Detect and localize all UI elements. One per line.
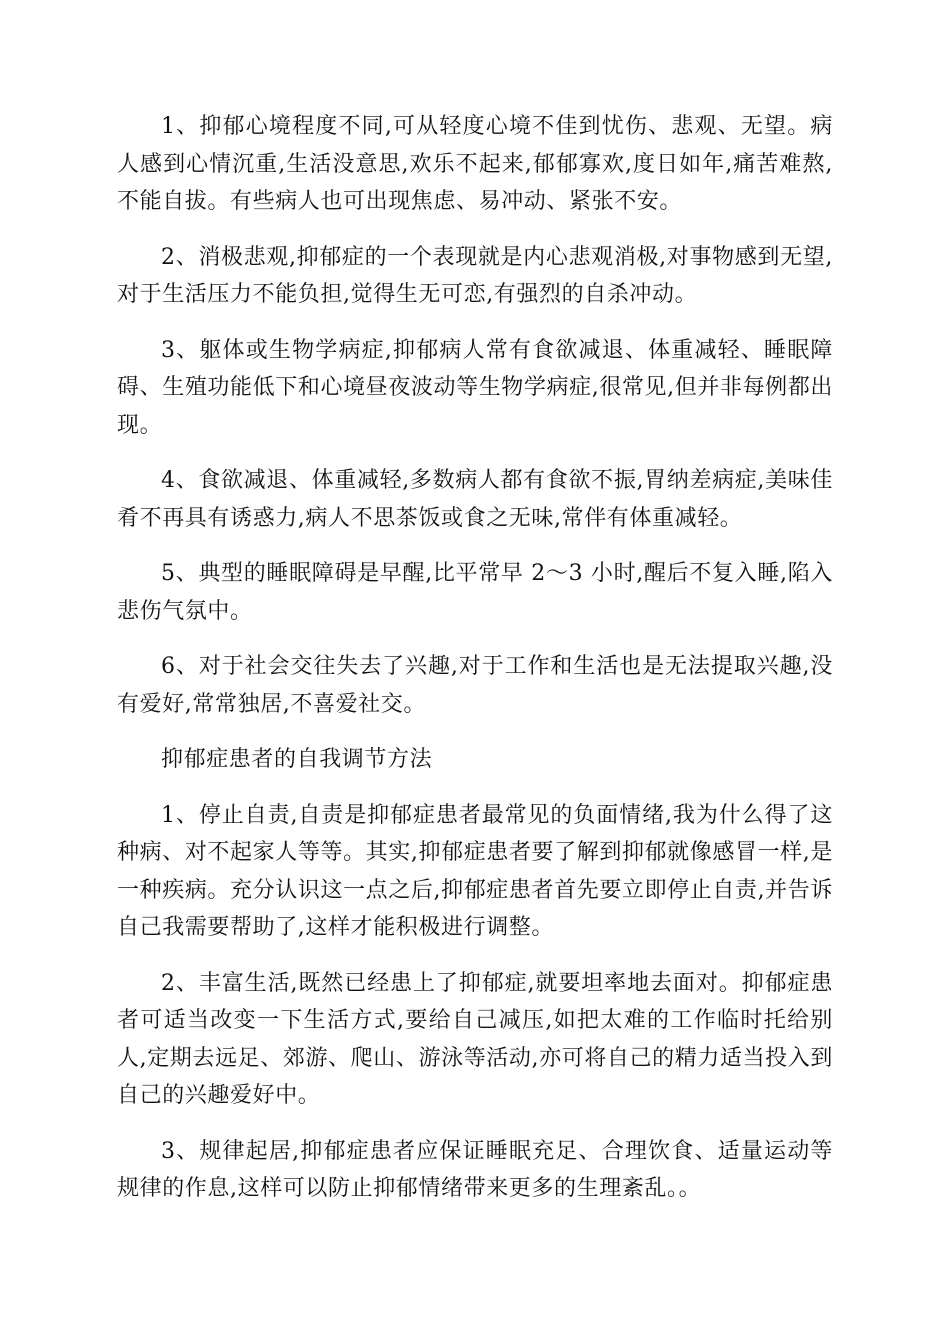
document-body — [117, 108, 833, 1226]
symptom-paragraph-6: 6、对于社会交往失去了兴趣,对于工作和生活也是无法提取兴趣,没有爱好,常常独居,不喜爱社交。 — [117, 654, 833, 717]
symptom-paragraph-3: 3、躯体或生物学病症,抑郁病人常有食欲减退、体重减轻、睡眠障碍、生殖功能低下和心境昼夜波动等生物学病症,很常见,但并非每例都出现。 — [117, 337, 833, 438]
symptom-paragraph-1: 1、抑郁心境程度不同,可从轻度心境不佳到忧伤、悲观、无望。病人感到心情沉重,生活没意思,欢乐不起来,郁郁寡欢,度日如年,痛苦难熬,不能自拔。有些病人也可出现焦虑、易冲动、紧张不安。 — [117, 114, 833, 214]
method-paragraph-3: 3、规律起居,抑郁症患者应保证睡眠充足、合理饮食、适量运动等规律的作息,这样可以防止抑郁情绪带来更多的生理紊乱。。 — [117, 1138, 833, 1201]
method-paragraph-2: 2、丰富生活,既然已经患上了抑郁症,就要坦率地去面对。抑郁症患者可适当改变一下生活方式,要给自己减压,如把太难的工作临时托给别人,定期去远足、郊游、爬山、游泳等活动,亦可将自己的精力适当投入到自己的兴趣爱好中。 — [117, 970, 833, 1108]
method-paragraph-1: 1、停止自责,自责是抑郁症患者最常见的负面情绪,我为什么得了这种病、对不起家人等等。其实,抑郁症患者要了解到抑郁就像感冒一样,是一种疾病。充分认识这一点之后,抑郁症患者首先要立即停止自责,并告诉自己我需要帮助了,这样才能积极进行调整。 — [117, 802, 833, 940]
symptom-paragraph-5: 5、典型的睡眠障碍是早醒,比平常早 2～3 小时,醒后不复入睡,陷入悲伤气氛中。 — [117, 561, 833, 624]
symptom-paragraph-2: 2、消极悲观,抑郁症的一个表现就是内心悲观消极,对事物感到无望,对于生活压力不能负担,觉得生无可恋,有强烈的自杀冲动。 — [117, 244, 833, 307]
section-heading: 抑郁症患者的自我调节方法 — [161, 747, 433, 772]
symptom-paragraph-4: 4、食欲减退、体重减轻,多数病人都有食欲不振,胃纳差病症,美味佳肴不再具有诱惑力,病人不思茶饭或食之无味,常伴有体重减轻。 — [117, 468, 833, 531]
